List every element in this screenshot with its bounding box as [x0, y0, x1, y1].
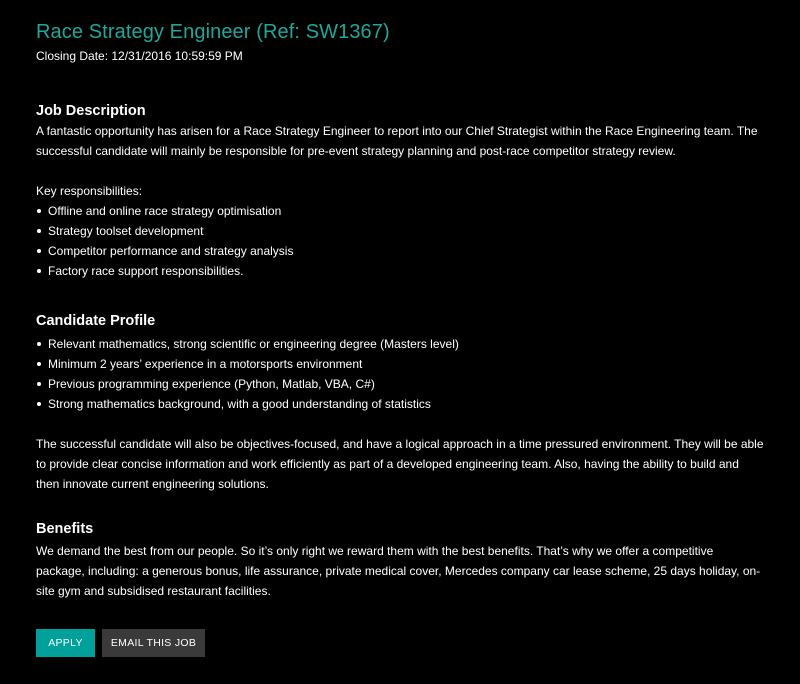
job-description-text: A fantastic opportunity has arisen for a Race Strategy Engineer to report into our Chief Strategist within the Race Engineering team. The successful candidate will mainly be responsible for pre-event strategy planning and post-race competitor strategy review.: [36, 124, 758, 158]
responsibilities-list: [36, 201, 764, 281]
candidate-summary-text: The successful candidate will also be objectives-focused, and have a logical approach in a time pressured environment. They will be able to provide clear concise information and work efficiently as part of a developed engineering team. Also, having the ability to build and then innovate current engineering solutions.: [36, 437, 764, 491]
list-item: Minimum 2 years’ experience in a motorsports environment: [36, 354, 764, 374]
closing-date: Closing Date: 12/31/2016 10:59:59 PM: [36, 49, 243, 63]
candidate-profile-list: [36, 334, 764, 414]
benefits-heading: Benefits: [36, 521, 94, 537]
list-item: Previous programming experience (Python, Matlab, VBA, C#): [36, 374, 764, 394]
apply-button[interactable]: APPLY: [36, 629, 95, 657]
key-responsibilities-label: Key responsibilities:: [36, 184, 143, 198]
job-description-heading: Job Description: [36, 103, 146, 119]
job-title: Race Strategy Engineer (Ref: SW1367): [36, 21, 390, 43]
list-item: Factory race support responsibilities.: [36, 261, 764, 281]
candidate-profile-heading: Candidate Profile: [36, 313, 156, 329]
action-buttons: [36, 629, 764, 657]
list-item: Strategy toolset development: [36, 221, 764, 241]
list-item: Relevant mathematics, strong scientific or engineering degree (Masters level): [36, 334, 764, 354]
list-item: Strong mathematics background, with a good understanding of statistics: [36, 394, 764, 414]
benefits-text: We demand the best from our people. So it’s only right we reward them with the best benefits. That’s why we offer a competitive package, including: a generous bonus, life assurance, private medical cover, Mercedes company car lease scheme, 25 days holiday, on-site gym and subsidised restaurant facilities.: [36, 544, 761, 598]
list-item: Offline and online race strategy optimisation: [36, 201, 764, 221]
list-item: Competitor performance and strategy analysis: [36, 241, 764, 261]
email-job-button[interactable]: EMAIL THIS JOB: [102, 629, 205, 657]
